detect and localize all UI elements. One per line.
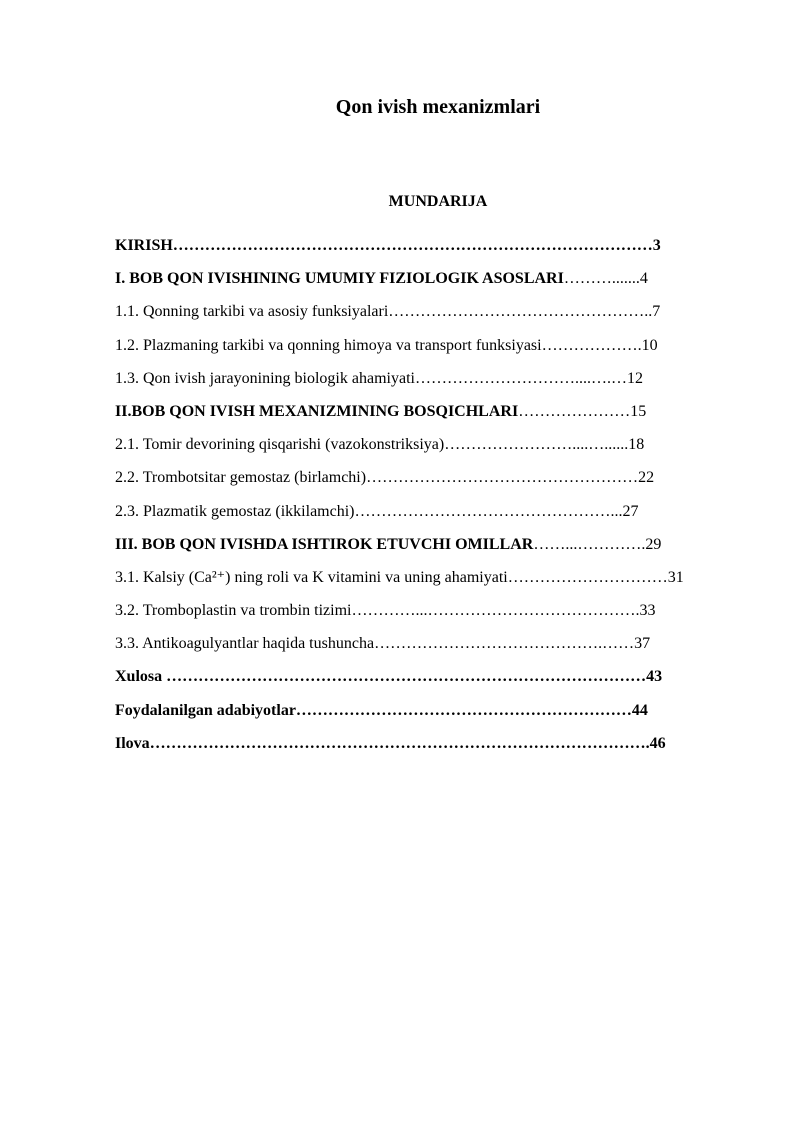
toc-entry-leader: ………………… [518, 402, 631, 420]
toc-entry-label: 3.3. Antikoagulyantlar haqida tushuncha [115, 635, 375, 653]
toc-entry-page: 12 [626, 369, 643, 387]
toc-entry-label: II.BOB QON IVISH MEXANIZMINING BOSQICHLARI [115, 402, 519, 420]
toc-entry-label: Xulosa [115, 668, 167, 686]
toc-entry-leader: ………………. [541, 336, 642, 354]
toc-entry[interactable] [115, 499, 775, 532]
toc-entry[interactable] [115, 698, 775, 731]
toc-entry[interactable] [115, 565, 775, 598]
toc-entry-page: 37 [634, 635, 651, 653]
toc-entry-page: 15 [630, 402, 647, 420]
toc-entry-label: III. BOB QON IVISHDA ISHTIROK ETUVCHI OMILLAR [115, 535, 534, 553]
toc-entry-leader: ……...…………. [533, 535, 646, 553]
toc-entry[interactable] [115, 233, 775, 266]
toc-heading: MUNDARIJA [388, 193, 488, 210]
toc-entry-label: 1.2. Plazmaning tarkibi va qonning himoya va transport funksiyasi [115, 336, 542, 354]
toc-entry[interactable] [115, 366, 775, 399]
toc-entry-page: 22 [638, 469, 655, 487]
toc-entry-label: KIRISH [115, 237, 173, 254]
toc-entry-leader: ………....... [563, 270, 640, 288]
toc-entry-leader: ……………………....…...... [444, 436, 629, 454]
toc-entry-page: 10 [641, 336, 658, 354]
toc-entry[interactable] [115, 631, 775, 664]
toc-entry-label: 1.3. Qon ivish jarayonining biologik ahamiyati [115, 369, 415, 387]
toc-entry-page: 43 [646, 668, 663, 686]
toc-entry-leader: ……………………………………………………… [295, 701, 632, 719]
toc-entry-label: 1.1. Qonning tarkibi va asosiy funksiyalari [115, 303, 389, 321]
toc-entry-label: 2.2. Trombotsitar gemostaz (birlamchi) [115, 469, 367, 487]
toc-entry[interactable] [115, 664, 775, 697]
toc-entry-leader: …………………………....….… [414, 369, 627, 387]
toc-entry-leader: …………………………………….…… [374, 635, 635, 653]
toc-entry[interactable] [115, 399, 775, 432]
toc-entry[interactable] [115, 731, 775, 764]
toc-entry-label: Ilova [115, 734, 150, 752]
toc-entry-label: Foydalanilgan adabiyotlar [115, 701, 296, 719]
toc-entry-page: 46 [649, 734, 666, 752]
toc-entry[interactable] [115, 465, 775, 498]
table-of-contents [115, 233, 775, 764]
toc-entry-leader: ……………………………………………………………………………… [166, 668, 647, 686]
toc-entry-leader: ………………………………………….. [388, 303, 653, 321]
toc-entry-page: 18 [628, 436, 645, 454]
toc-entry-leader: ……………………………………………………………………………… [172, 237, 653, 254]
toc-entry-page: 4 [639, 270, 648, 288]
toc-entry-label: 3.2. Tromboplastin va trombin tizimi [115, 602, 352, 620]
toc-entry-label: 2.3. Plazmatik gemostaz (ikkilamchi) [115, 502, 355, 520]
toc-entry-leader: …………………………………………… [366, 469, 639, 487]
toc-entry-page: 7 [652, 303, 661, 321]
toc-entry-label: I. BOB QON IVISHINING UMUMIY FIZIOLOGIK ASOSLARI [115, 270, 564, 288]
toc-entry-page: 44 [631, 701, 648, 719]
toc-entry-page: 31 [667, 568, 684, 586]
toc-entry[interactable] [115, 266, 775, 299]
toc-entry-leader: …………...…………………………………. [351, 602, 640, 620]
toc-entry[interactable] [115, 333, 775, 366]
toc-entry-page: 27 [622, 502, 639, 520]
toc-entry-page: 3 [652, 237, 661, 254]
toc-entry-label: 2.1. Tomir devorining qisqarishi (vazokonstriksiya) [115, 436, 445, 454]
toc-entry-leader: …………………………………………... [354, 502, 623, 520]
toc-entry-label: 3.1. Kalsiy (Ca²⁺) ning roli va K vitamini va uning ahamiyati [115, 568, 508, 586]
toc-entry[interactable] [115, 432, 775, 465]
toc-entry[interactable] [115, 299, 775, 332]
toc-entry[interactable] [115, 598, 775, 631]
document-title: Qon ivish mexanizmlari [335, 96, 541, 118]
toc-entry-leader: …………………………………………………………………………………. [149, 734, 650, 752]
toc-entry[interactable] [115, 532, 775, 565]
toc-entry-leader: ………………………… [507, 568, 668, 586]
toc-entry-page: 33 [639, 602, 656, 620]
toc-entry-page: 29 [645, 535, 662, 553]
